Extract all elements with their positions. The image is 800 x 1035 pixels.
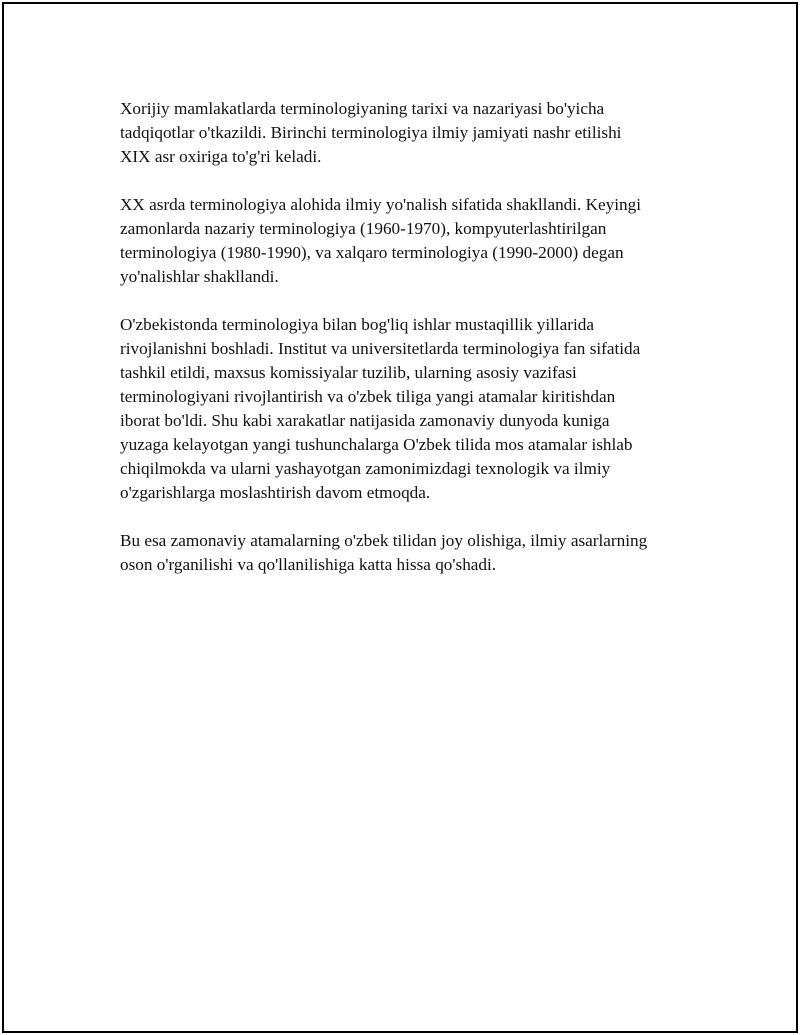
text-line: tashkil etildi, maxsus komissiyalar tuzilib, ularning asosiy vazifasi <box>120 363 577 382</box>
paragraph-3 <box>120 313 695 505</box>
text-line: yo'nalishlar shakllandi. <box>120 267 279 286</box>
text-line: terminologiyani rivojlantirish va o'zbek tiliga yangi atamalar kiritishdan <box>120 387 616 406</box>
text-line: O'zbekistonda terminologiya bilan bog'liq ishlar mustaqillik yillarida <box>120 315 594 334</box>
document-page <box>2 2 798 1033</box>
document-body <box>120 97 695 601</box>
text-line: rivojlanishni boshladi. Institut va universitetlarda terminologiya fan sifatida <box>120 339 641 358</box>
text-line: iborat bo'ldi. Shu kabi xarakatlar natijasida zamonaviy dunyoda kuniga <box>120 411 610 430</box>
text-line: tadqiqotlar o'tkazildi. Birinchi terminologiya ilmiy jamiyati nashr etilishi <box>120 123 622 142</box>
text-line: terminologiya (1980-1990), va xalqaro terminologiya (1990-2000) degan <box>120 243 624 262</box>
text-line: zamonlarda nazariy terminologiya (1960-1970), kompyuterlashtirilgan <box>120 219 607 238</box>
paragraph-2 <box>120 193 695 289</box>
paragraph-1 <box>120 97 695 169</box>
text-line: oson o'rganilishi va qo'llanilishiga katta hissa qo'shadi. <box>120 555 497 574</box>
text-line: Xorijiy mamlakatlarda terminologiyaning tarixi va nazariyasi bo'yicha <box>120 99 605 118</box>
text-line: yuzaga kelayotgan yangi tushunchalarga O'zbek tilida mos atamalar ishlab <box>120 435 633 454</box>
text-line: XX asrda terminologiya alohida ilmiy yo'nalish sifatida shakllandi. Keyingi <box>120 195 642 214</box>
paragraph-4 <box>120 529 695 577</box>
text-line: chiqilmokda va ularni yashayotgan zamonimizdagi texnologik va ilmiy <box>120 459 611 478</box>
text-line: Bu esa zamonaviy atamalarning o'zbek tilidan joy olishiga, ilmiy asarlarning <box>120 531 648 550</box>
text-line: o'zgarishlarga moslashtirish davom etmoqda. <box>120 483 431 502</box>
text-line: XIX asr oxiriga to'g'ri keladi. <box>120 147 322 166</box>
